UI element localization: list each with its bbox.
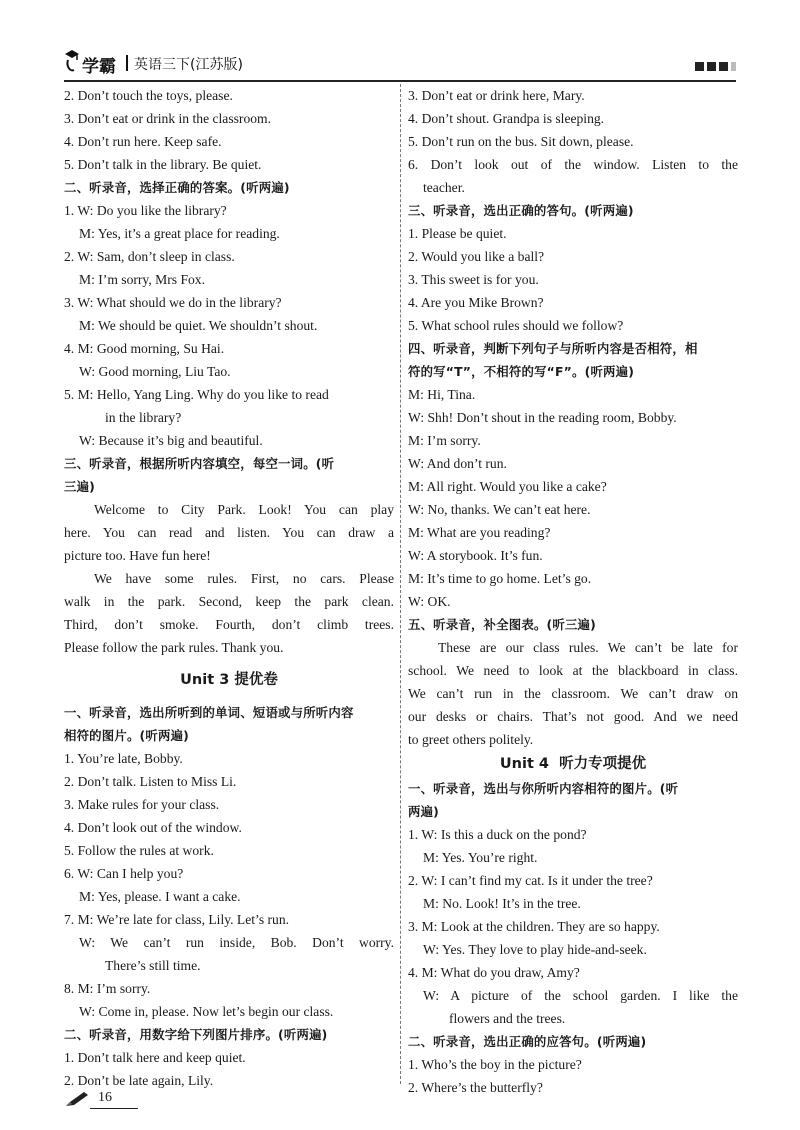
dialogue-line: W: Because it’s big and beautiful. xyxy=(79,433,263,448)
text-line: 3. Make rules for your class. xyxy=(64,797,220,812)
section-heading: 符的写“T”，不相符的写“F”。(听两遍) xyxy=(408,364,635,379)
dialogue-line: M: We should be quiet. We shouldn’t shout. xyxy=(79,318,318,333)
passage-line: We have some rules. First, no cars. Please xyxy=(94,571,394,586)
section-heading: 三遍) xyxy=(64,479,96,494)
dialogue-line: M: Yes. You’re right. xyxy=(423,850,538,865)
dialogue-line: M: Yes, it’s a great place for reading. xyxy=(79,226,280,241)
dialogue-line: W: Shh! Don’t shout in the reading room, Bobby. xyxy=(408,410,677,425)
dialogue-line: 3. W: What should we do in the library? xyxy=(64,295,282,310)
text-line: 4. Don’t look out of the window. xyxy=(64,820,242,835)
text-line: 2. Don’t be late again, Lily. xyxy=(64,1073,214,1088)
text-line: 3. Don’t eat or drink in the classroom. xyxy=(64,111,272,126)
text-line: 5. Don’t run on the bus. Sit down, please. xyxy=(408,134,634,149)
dialogue-line: M: All right. Would you like a cake? xyxy=(408,479,607,494)
header-decoration xyxy=(695,62,736,71)
text-line: 4. Don’t run here. Keep safe. xyxy=(64,134,222,149)
dialogue-line: M: No. Look! It’s in the tree. xyxy=(423,896,581,911)
passage-line: walk in the park. Second, keep the park clean. xyxy=(64,594,394,609)
passage-line: Welcome to City Park. Look! You can play xyxy=(94,502,394,517)
text-line: 4. Are you Mike Brown? xyxy=(408,295,544,310)
text-line: 1. Who’s the boy in the picture? xyxy=(408,1057,582,1072)
right-column xyxy=(408,84,738,1099)
section-heading: 一、听录音，选出所听到的单词、短语或与所听内容 xyxy=(64,705,354,720)
left-column xyxy=(64,84,394,1092)
dialogue-line: W: Good morning, Liu Tao. xyxy=(79,364,231,379)
dialogue-line: W: And don’t run. xyxy=(408,456,507,471)
unit-title: Unit 4 听力专项提优 xyxy=(499,756,647,772)
text-line: teacher. xyxy=(423,180,465,195)
brand-logo-text: 学霸 xyxy=(82,57,116,77)
text-line: 3. Don’t eat or drink here, Mary. xyxy=(408,88,585,103)
text-line: 2. Would you like a ball? xyxy=(408,249,545,264)
dialogue-line: W: Yes. They love to play hide-and-seek. xyxy=(423,942,647,957)
page-number: 16 xyxy=(98,1090,112,1105)
section-heading: 三、听录音，根据所听内容填空，每空一词。(听 xyxy=(64,456,335,471)
text-line: 1. Don’t talk here and keep quiet. xyxy=(64,1050,246,1065)
dialogue-line: W: Come in, please. Now let’s begin our class. xyxy=(79,1004,334,1019)
section-heading: 一、听录音，选出与你所听内容相符的图片。(听 xyxy=(408,781,679,796)
passage-line: Third, don’t smoke. Fourth, don’t climb trees. xyxy=(64,617,394,632)
header-rule xyxy=(64,80,736,82)
dialogue-line: W: A picture of the school garden. I like the xyxy=(423,988,738,1003)
text-line: 5. What school rules should we follow? xyxy=(408,318,624,333)
section-heading: 两遍) xyxy=(408,804,440,819)
pencil-icon xyxy=(64,1090,90,1108)
section-heading: 二、听录音，选出正确的应答句。(听两遍) xyxy=(408,1034,647,1049)
dialogue-line: flowers and the trees. xyxy=(449,1011,566,1026)
dialogue-line: W: A storybook. It’s fun. xyxy=(408,548,543,563)
dialogue-line: 3. M: Look at the children. They are so happy. xyxy=(408,919,660,934)
dialogue-line: 8. M: I’m sorry. xyxy=(64,981,151,996)
dialogue-line: M: Yes, please. I want a cake. xyxy=(79,889,241,904)
book-title: 英语三下(江苏版) xyxy=(134,57,243,73)
footer-rule xyxy=(90,1108,138,1109)
graduation-cap-icon xyxy=(64,48,80,74)
dialogue-line: M: I’m sorry, Mrs Fox. xyxy=(79,272,205,287)
column-divider xyxy=(400,84,401,1084)
section-heading: 相符的图片。(听两遍) xyxy=(64,728,190,743)
page-header xyxy=(64,40,736,80)
text-line: 6. Don’t look out of the window. Listen to the xyxy=(408,157,738,172)
section-heading: 二、听录音，选择正确的答案。(听两遍) xyxy=(64,180,290,195)
dialogue-line: 4. M: Good morning, Su Hai. xyxy=(64,341,225,356)
text-line: 2. Don’t touch the toys, please. xyxy=(64,88,233,103)
dialogue-line: 5. M: Hello, Yang Ling. Why do you like to read xyxy=(64,387,329,402)
dialogue-line: W: No, thanks. We can’t eat here. xyxy=(408,502,591,517)
section-heading: 四、听录音，判断下列句子与所听内容是否相符，相 xyxy=(408,341,698,356)
section-heading: 二、听录音，用数字给下列图片排序。(听两遍) xyxy=(64,1027,328,1042)
unit-title: Unit 3 提优卷 xyxy=(180,672,278,688)
dialogue-line: There’s still time. xyxy=(105,958,201,973)
passage-line: Please follow the park rules. Thank you. xyxy=(64,640,284,655)
dialogue-line: 6. W: Can I help you? xyxy=(64,866,184,881)
text-line: 5. Follow the rules at work. xyxy=(64,843,214,858)
dialogue-line: M: Hi, Tina. xyxy=(408,387,476,402)
passage-line: school. We need to look at the blackboard in class. xyxy=(408,663,738,678)
header-separator xyxy=(126,55,128,71)
text-line: 3. This sweet is for you. xyxy=(408,272,539,287)
text-line: 2. Where’s the butterfly? xyxy=(408,1080,543,1095)
dialogue-line: 7. M: We’re late for class, Lily. Let’s run. xyxy=(64,912,290,927)
dialogue-line: in the library? xyxy=(105,410,182,425)
dialogue-line: W: We can’t run inside, Bob. Don’t worry. xyxy=(79,935,394,950)
passage-line: to greet others politely. xyxy=(408,732,534,747)
passage-line: These are our class rules. We can’t be late for xyxy=(438,640,738,655)
passage-line: here. You can read and listen. You can draw a xyxy=(64,525,394,540)
text-line: 2. Don’t talk. Listen to Miss Li. xyxy=(64,774,237,789)
dialogue-line: 4. M: What do you draw, Amy? xyxy=(408,965,580,980)
dialogue-line: 2. W: Sam, don’t sleep in class. xyxy=(64,249,235,264)
passage-line: We can’t run in the classroom. We can’t draw on xyxy=(408,686,738,701)
text-line: 4. Don’t shout. Grandpa is sleeping. xyxy=(408,111,605,126)
text-line: 1. Please be quiet. xyxy=(408,226,507,241)
dialogue-line: W: OK. xyxy=(408,594,451,609)
text-line: 1. You’re late, Bobby. xyxy=(64,751,183,766)
dialogue-line: M: I’m sorry. xyxy=(408,433,481,448)
dialogue-line: M: It’s time to go home. Let’s go. xyxy=(408,571,592,586)
passage-line: our desks or chairs. That’s not good. And we need xyxy=(408,709,738,724)
section-heading: 三、听录音，选出正确的答句。(听两遍) xyxy=(408,203,634,218)
section-heading: 五、听录音，补全图表。(听三遍) xyxy=(408,617,596,632)
text-line: 5. Don’t talk in the library. Be quiet. xyxy=(64,157,262,172)
passage-line: picture too. Have fun here! xyxy=(64,548,211,563)
dialogue-line: 1. W: Is this a duck on the pond? xyxy=(408,827,587,842)
dialogue-line: 2. W: I can’t find my cat. Is it under the tree? xyxy=(408,873,653,888)
dialogue-line: M: What are you reading? xyxy=(408,525,551,540)
dialogue-line: 1. W: Do you like the library? xyxy=(64,203,227,218)
